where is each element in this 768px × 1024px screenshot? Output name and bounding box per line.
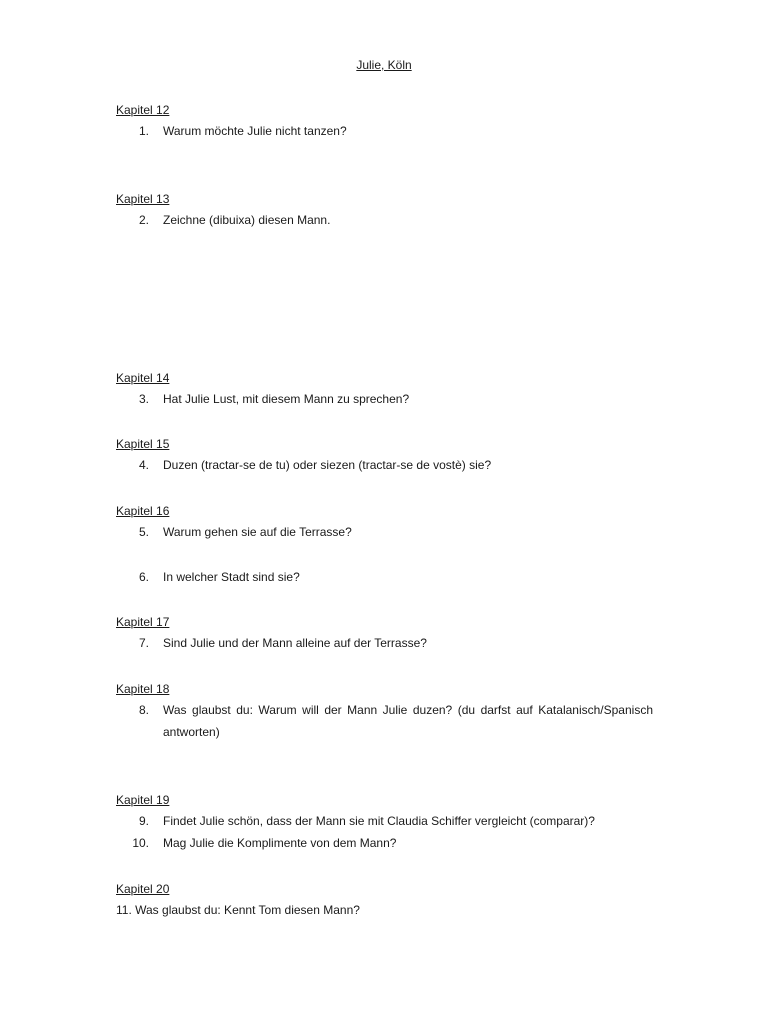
question-text: Warum möchte Julie nicht tanzen? — [163, 124, 347, 138]
chapter-heading-13: Kapitel 13 — [116, 192, 170, 206]
question-1 — [116, 120, 653, 142]
question-3 — [116, 388, 653, 410]
question-number: 9. — [138, 814, 149, 828]
question-7 — [116, 632, 653, 654]
question-9 — [116, 810, 653, 832]
question-number: 4. — [138, 458, 149, 472]
question-text: Was glaubst du: Warum will der Mann Julie duzen? (du darfst auf Katalanisch/Spanisch antworten) — [163, 703, 653, 739]
question-text: Hat Julie Lust, mit diesem Mann zu sprechen? — [163, 392, 410, 406]
chapter-heading-18: Kapitel 18 — [116, 682, 170, 696]
question-number: 10. — [132, 836, 149, 850]
question-number: 8. — [138, 703, 149, 717]
chapter-heading-17: Kapitel 17 — [116, 615, 170, 629]
chapter-heading-12: Kapitel 12 — [116, 103, 170, 117]
question-text: Findet Julie schön, dass der Mann sie mit Claudia Schiffer vergleicht (comparar)? — [163, 814, 595, 828]
question-text: Zeichne (dibuixa) diesen Mann. — [163, 213, 331, 227]
question-number: 5. — [138, 525, 149, 539]
chapter-heading-16: Kapitel 16 — [116, 504, 170, 518]
question-text: Warum gehen sie auf die Terrasse? — [163, 525, 352, 539]
question-number: 3. — [138, 392, 149, 406]
chapter-heading-14: Kapitel 14 — [116, 371, 170, 385]
question-number: 1. — [138, 124, 149, 138]
question-4 — [116, 454, 653, 476]
question-number: 7. — [138, 636, 149, 650]
question-number: 2. — [138, 213, 149, 227]
question-6 — [116, 566, 653, 588]
question-text: Duzen (tractar-se de tu) oder siezen (tractar-se de vostè) sie? — [163, 458, 492, 472]
question-8 — [116, 699, 653, 743]
chapter-heading-20: Kapitel 20 — [116, 882, 170, 896]
chapter-heading-15: Kapitel 15 — [116, 437, 170, 451]
question-text: In welcher Stadt sind sie? — [163, 570, 300, 584]
question-10 — [116, 832, 653, 854]
question-11 — [116, 899, 653, 921]
question-5 — [116, 521, 653, 543]
document-title: Julie, Köln — [356, 58, 412, 72]
chapter-heading-19: Kapitel 19 — [116, 793, 170, 807]
question-number: 6. — [138, 570, 149, 584]
question-text: 11. Was glaubst du: Kennt Tom diesen Mann? — [116, 903, 360, 917]
question-2 — [116, 209, 653, 231]
question-text: Sind Julie und der Mann alleine auf der Terrasse? — [163, 636, 427, 650]
question-text: Mag Julie die Komplimente von dem Mann? — [163, 836, 397, 850]
